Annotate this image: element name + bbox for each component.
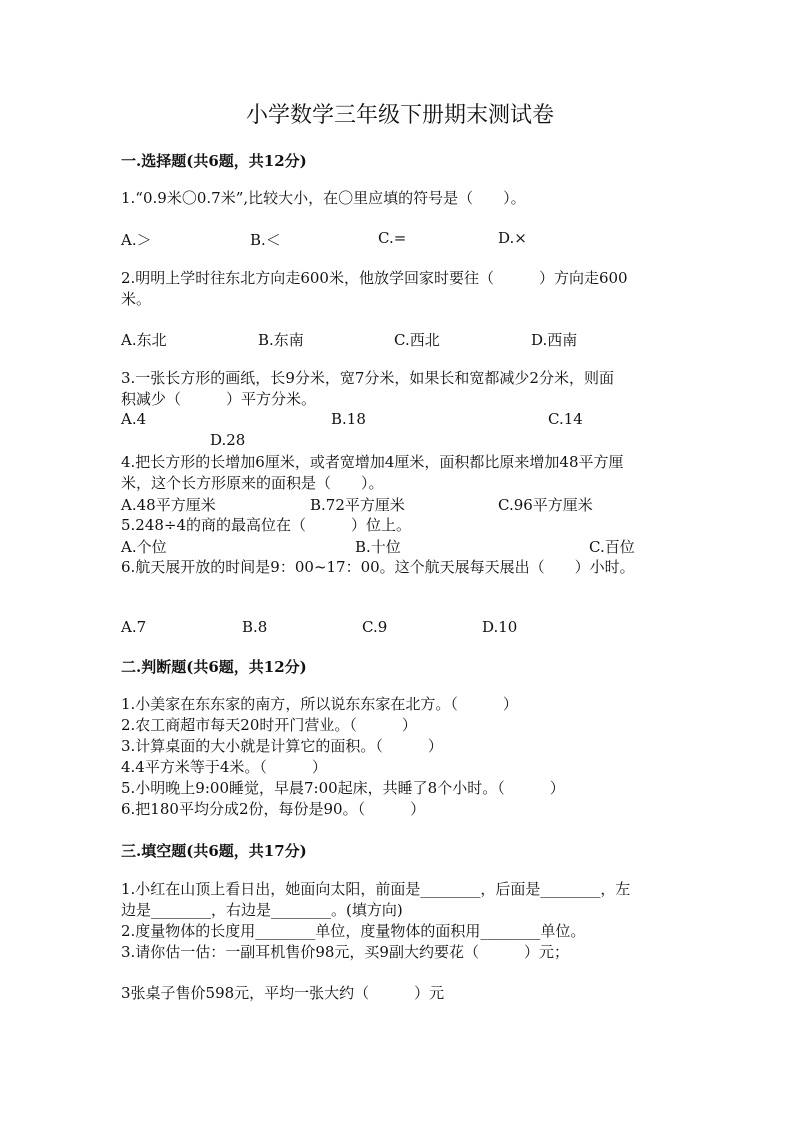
question-1-text: 1.“0.9米〇0.7米”,比较大小，在〇里应填的符号是（ ）。 — [121, 189, 526, 207]
q3-option-c: C.14 — [548, 410, 583, 428]
question-4-text: 4.把长方形的长增加6厘米，或者宽增加4厘米，面积都比原来增加48平方厘 — [121, 453, 624, 471]
section-heading-judgment: 二.判断题(共6题，共12分) — [121, 658, 307, 676]
q4-option-a: A.48平方厘米 — [121, 496, 216, 514]
q3-option-a: A.4 — [121, 410, 147, 428]
q4-option-c: C.96平方厘米 — [498, 496, 593, 514]
question-2-text-cont: 米。 — [121, 290, 152, 308]
q1-option-d: D.× — [498, 229, 527, 247]
judgment-item-5: 5.小明晚上9:00睡觉，早晨7:00起床，共睡了8个小时。（ ） — [121, 779, 565, 797]
q6-option-c: C.9 — [362, 618, 388, 636]
fill-item-2: 2.度量物体的长度用________单位，度量物体的面积用________单位。 — [121, 922, 586, 940]
question-5-text: 5.248÷4的商的最高位在（ ）位上。 — [121, 516, 412, 534]
q1-option-a: A.＞ — [121, 231, 152, 249]
fill-item-3-line1: 3.请你估一估：一副耳机售价98元，买9副大约要花（ ）元； — [121, 943, 569, 961]
q6-option-b: B.8 — [242, 618, 268, 636]
q5-option-c: C.百位 — [589, 538, 635, 556]
fill-item-3-line2: 3张桌子售价598元，平均一张大约（ ）元 — [121, 984, 445, 1002]
q1-option-b: B.＜ — [250, 231, 281, 249]
q3-option-d: D.28 — [210, 431, 246, 449]
question-6-text: 6.航天展开放的时间是9：00~17：00。这个航天展每天展出（ ）小时。 — [121, 558, 635, 576]
judgment-item-6: 6.把180平均分成2份，每份是90。（ ） — [121, 800, 426, 818]
question-2-text: 2.明明上学时往东北方向走600米，他放学回家时要往（ ）方向走600 — [121, 269, 628, 287]
fill-item-1-line1: 1.小红在山顶上看日出，她面向太阳，前面是________，后面是________，左 — [121, 880, 631, 898]
question-4-text-cont: 米，这个长方形原来的面积是（ ）。 — [121, 474, 384, 492]
question-3-text-cont: 积减少（ ）平方分米。 — [121, 390, 317, 408]
judgment-item-1: 1.小美家在东东家的南方，所以说东东家在北方。（ ） — [121, 695, 518, 713]
q4-option-b: B.72平方厘米 — [310, 496, 405, 514]
q5-option-a: A.个位 — [121, 538, 167, 556]
question-3-text: 3.一张长方形的画纸，长9分米，宽7分米，如果长和宽都减少2分米，则面 — [121, 369, 614, 387]
judgment-item-2: 2.农工商超市每天20时开门营业。（ ） — [121, 716, 417, 734]
judgment-item-4: 4.4平方米等于4米。（ ） — [121, 758, 327, 776]
q5-option-b: B.十位 — [355, 538, 401, 556]
q2-option-c: C.西北 — [394, 331, 440, 349]
q6-option-d: D.10 — [482, 618, 518, 636]
section-heading-choice: 一.选择题(共6题，共12分) — [121, 152, 307, 170]
q1-option-c: C.= — [378, 229, 407, 247]
page-title: 小学数学三年级下册期末测试卷 — [245, 103, 554, 128]
q6-option-a: A.7 — [121, 618, 147, 636]
q3-option-b: B.18 — [331, 410, 366, 428]
section-heading-fill-blank: 三.填空题(共6题，共17分) — [121, 842, 307, 860]
q2-option-a: A.东北 — [121, 331, 167, 349]
q2-option-d: D.西南 — [531, 331, 578, 349]
fill-item-1-line2: 边是________，右边是________。(填方向) — [121, 901, 403, 919]
judgment-item-3: 3.计算桌面的大小就是计算它的面积。（ ） — [121, 737, 443, 755]
q2-option-b: B.东南 — [258, 331, 304, 349]
